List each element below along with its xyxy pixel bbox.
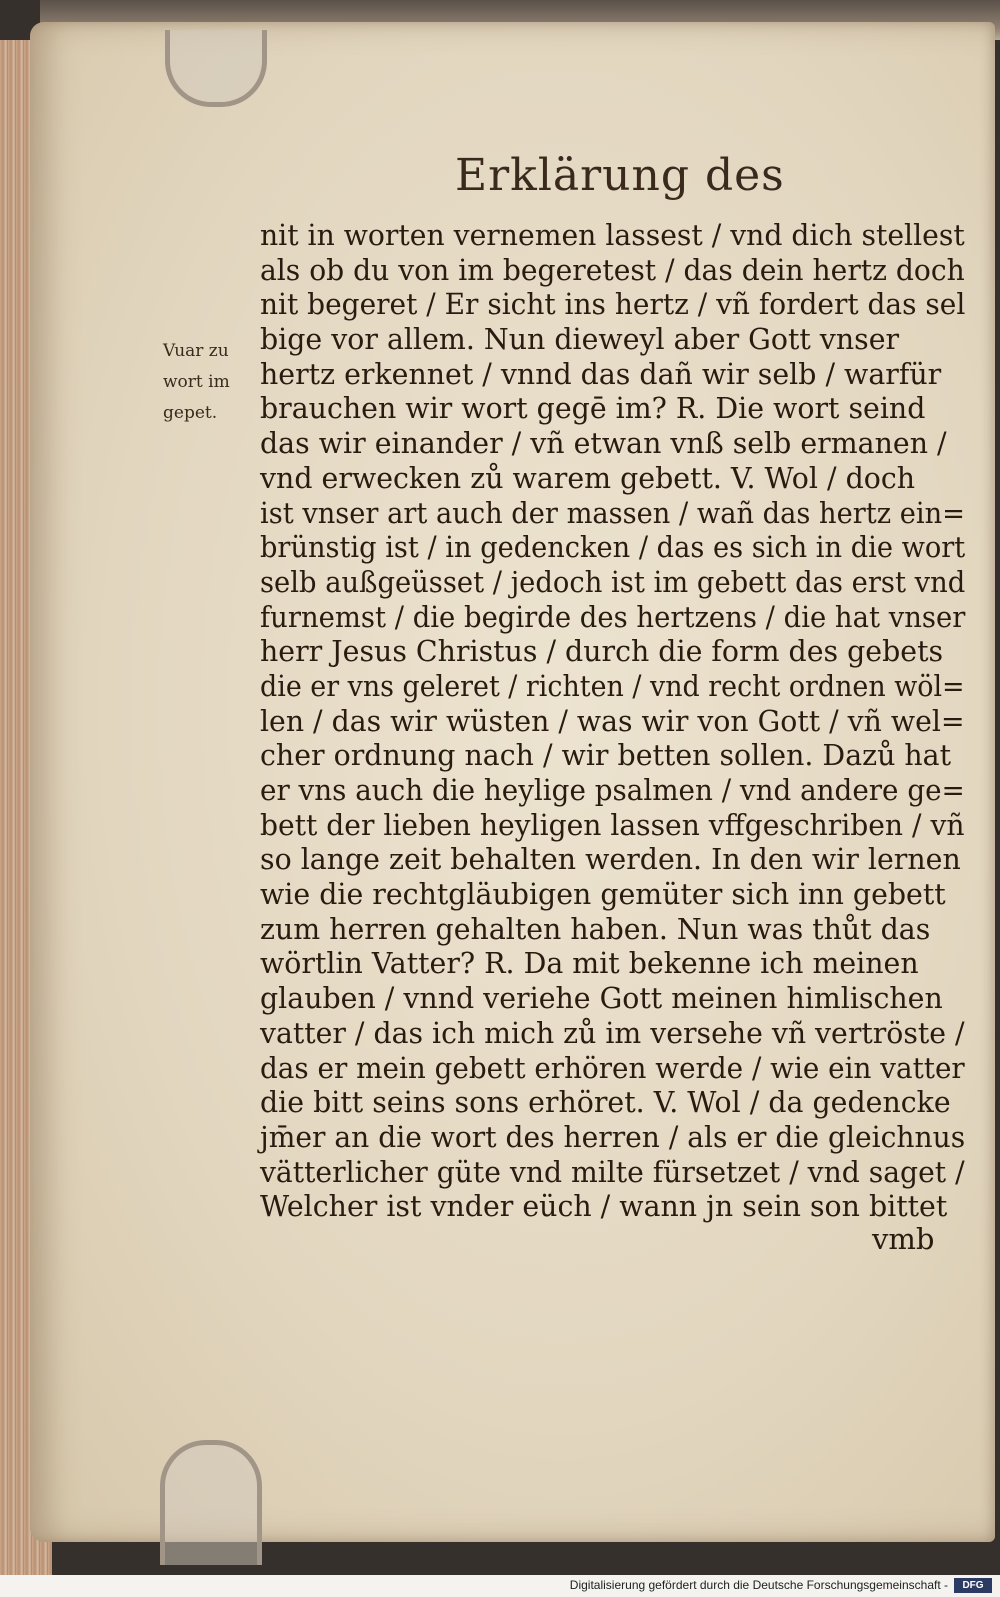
text-line: Welcher ist vnder eüch / wann jn sein son bittet	[260, 1189, 948, 1224]
text-line: len / das wir wüsten / was wir von Gott / vñ wel=	[260, 703, 965, 738]
text-line: die bitt seins sons erhöret. V. Wol / da gedencke	[260, 1085, 951, 1120]
text-line: zum herren gehalten haben. Nun was thůt das	[260, 911, 931, 946]
text-line: hertz erkennet / vnnd das dañ wir selb / warfür	[260, 356, 942, 391]
text-line: ist vnser art auch der massen / wañ das hertz ein=	[260, 495, 965, 530]
text-line: als ob du von im begeretest / das dein hertz doch	[260, 252, 965, 287]
text-line: vnd erwecken zů warem gebett. V. Wol / doch	[260, 460, 916, 495]
text-line: wörtlin Vatter? R. Da mit bekenne ich meinen	[260, 946, 919, 981]
text-line: brünstig ist / in gedencken / das es sich in die wort	[260, 530, 966, 565]
footer-bar	[0, 1575, 1000, 1597]
text-line: die er vns geleret / richten / vnd recht ordnen wöl=	[260, 668, 965, 703]
text-line: brauchen wir wort gegē im? R. Die wort seind	[260, 391, 926, 426]
page-clip-bottom	[160, 1440, 262, 1565]
text-line: selb außgeüsset / jedoch ist im gebett das erst vnd	[260, 564, 966, 599]
running-header: Erklärung des	[455, 150, 785, 201]
catchword: vmb	[872, 1222, 935, 1256]
text-line: herr Jesus Christus / durch die form des gebets	[260, 634, 944, 669]
text-line: vätterlicher güte vnd milte fürsetzet / vnd saget /	[260, 1154, 965, 1189]
text-line: bett der lieben heyligen lassen vffgeschriben / vñ	[260, 807, 965, 842]
margin-note-line: Vuar zu	[163, 341, 229, 361]
text-line: jm̄er an die wort des herren / als er die gleichnus	[260, 1119, 966, 1154]
text-line: vatter / das ich mich zů im versehe vñ vertröste /	[260, 1015, 965, 1050]
text-line: wie die rechtgläubigen gemüter sich inn gebett	[260, 877, 946, 912]
text-line: das wir einander / vñ etwan vnß selb ermanen /	[260, 426, 947, 461]
body-text	[260, 218, 980, 1224]
text-line: furnemst / die begirde des hertzens / die hat vnser	[260, 599, 966, 634]
margin-note	[163, 336, 230, 429]
text-line: bige vor allem. Nun dieweyl aber Gott vnser	[260, 322, 900, 357]
funding-credit: Digitalisierung gefördert durch die Deutsche Forschungsgemeinschaft -	[569, 1578, 948, 1592]
text-line: cher ordnung nach / wir betten sollen. Dazů hat	[260, 738, 952, 773]
text-line: nit begeret / Er sicht ins hertz / vñ fordert das sel	[260, 287, 966, 322]
margin-note-line: wort im	[163, 372, 230, 392]
text-line: das er mein gebett erhören werde / wie ein vatter	[260, 1050, 965, 1085]
dfg-logo: DFG	[954, 1578, 992, 1593]
text-line: er vns auch die heylige psalmen / vnd andere ge=	[260, 773, 965, 807]
text-line: nit in worten vernemen lassest / vnd dich stellest	[260, 218, 965, 252]
margin-note-line: gepet.	[163, 403, 218, 423]
text-line: glauben / vnnd veriehe Gott meinen himlischen	[260, 981, 943, 1016]
text-line: so lange zeit behalten werden. In den wir lernen	[260, 842, 961, 877]
